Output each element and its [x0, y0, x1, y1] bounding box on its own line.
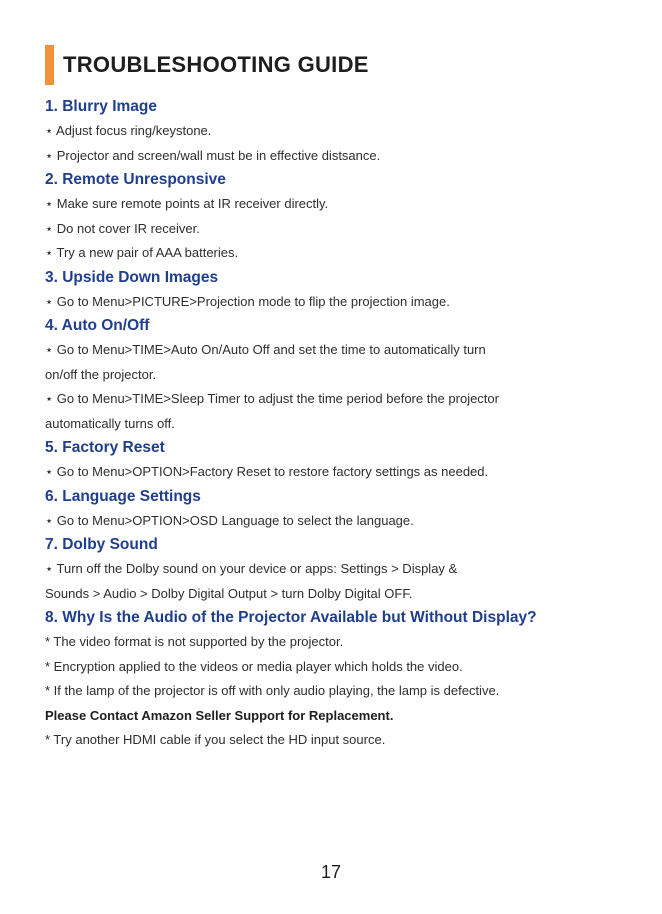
section-upside-down-images: [45, 266, 645, 315]
support-notice: Please Contact Amazon Seller Support for Replacement.: [45, 707, 394, 723]
list-item: * Try another HDMI cable if you select the HD input source.: [45, 732, 386, 747]
section-heading: 3. Upside Down Images: [45, 268, 219, 286]
title-accent-bar: [45, 45, 54, 85]
list-item: * Encryption applied to the videos or media player which holds the video.: [45, 658, 463, 674]
section-remote-unresponsive: [45, 168, 645, 266]
page-title: TROUBLESHOOTING GUIDE: [63, 52, 369, 77]
section-heading: 4. Auto On/Off: [45, 317, 150, 334]
list-item: ⋆ Go to Menu>OPTION>OSD Language to select the language.: [45, 512, 414, 528]
list-item: ⋆ Do not cover IR receiver.: [45, 220, 200, 236]
list-item: ⋆ Go to Menu>TIME>Sleep Timer to adjust the time period before the projector: [45, 391, 499, 406]
list-item: * If the lamp of the projector is off with only audio playing, the lamp is defective.: [45, 683, 500, 698]
section-auto-on-off: [45, 314, 645, 436]
list-item: ⋆ Go to Menu>PICTURE>Projection mode to flip the projection image.: [45, 293, 450, 309]
list-item: ⋆ Turn off the Dolby sound on your device or apps: Settings > Display &: [45, 561, 458, 576]
list-item: ⋆ Projector and screen/wall must be in effective distsance.: [45, 147, 381, 163]
troubleshooting-content: [45, 95, 645, 753]
list-item: ⋆ Go to Menu>OPTION>Factory Reset to restore factory settings as needed.: [45, 464, 489, 479]
section-heading: 1. Blurry Image: [45, 98, 157, 115]
list-item: ⋆ Try a new pair of AAA batteries.: [45, 245, 239, 260]
list-item: ⋆ Make sure remote points at IR receiver directly.: [45, 196, 329, 211]
section-heading: 6. Language Settings: [45, 487, 201, 505]
page-number: 17: [320, 862, 342, 882]
section-dolby-sound: [45, 533, 645, 606]
list-item-continuation: on/off the projector.: [45, 366, 157, 382]
section-heading: 5. Factory Reset: [45, 439, 165, 456]
section-blurry-image: [45, 95, 645, 168]
section-language-settings: [45, 485, 645, 534]
section-factory-reset: [45, 436, 645, 485]
list-item: * The video format is not supported by the projector.: [45, 634, 344, 649]
section-heading: 8. Why Is the Audio of the Projector Available but Without Display?: [45, 609, 537, 626]
section-audio-without-display: [45, 606, 645, 753]
section-heading: 7. Dolby Sound: [45, 536, 158, 553]
list-item-continuation: automatically turns off.: [45, 415, 175, 431]
section-heading: 2. Remote Unresponsive: [45, 171, 226, 188]
list-item-continuation: Sounds > Audio > Dolby Digital Output > turn Dolby Digital OFF.: [45, 585, 413, 601]
list-item: ⋆ Adjust focus ring/keystone.: [45, 123, 212, 138]
list-item: ⋆ Go to Menu>TIME>Auto On/Auto Off and set the time to automatically turn: [45, 342, 486, 357]
